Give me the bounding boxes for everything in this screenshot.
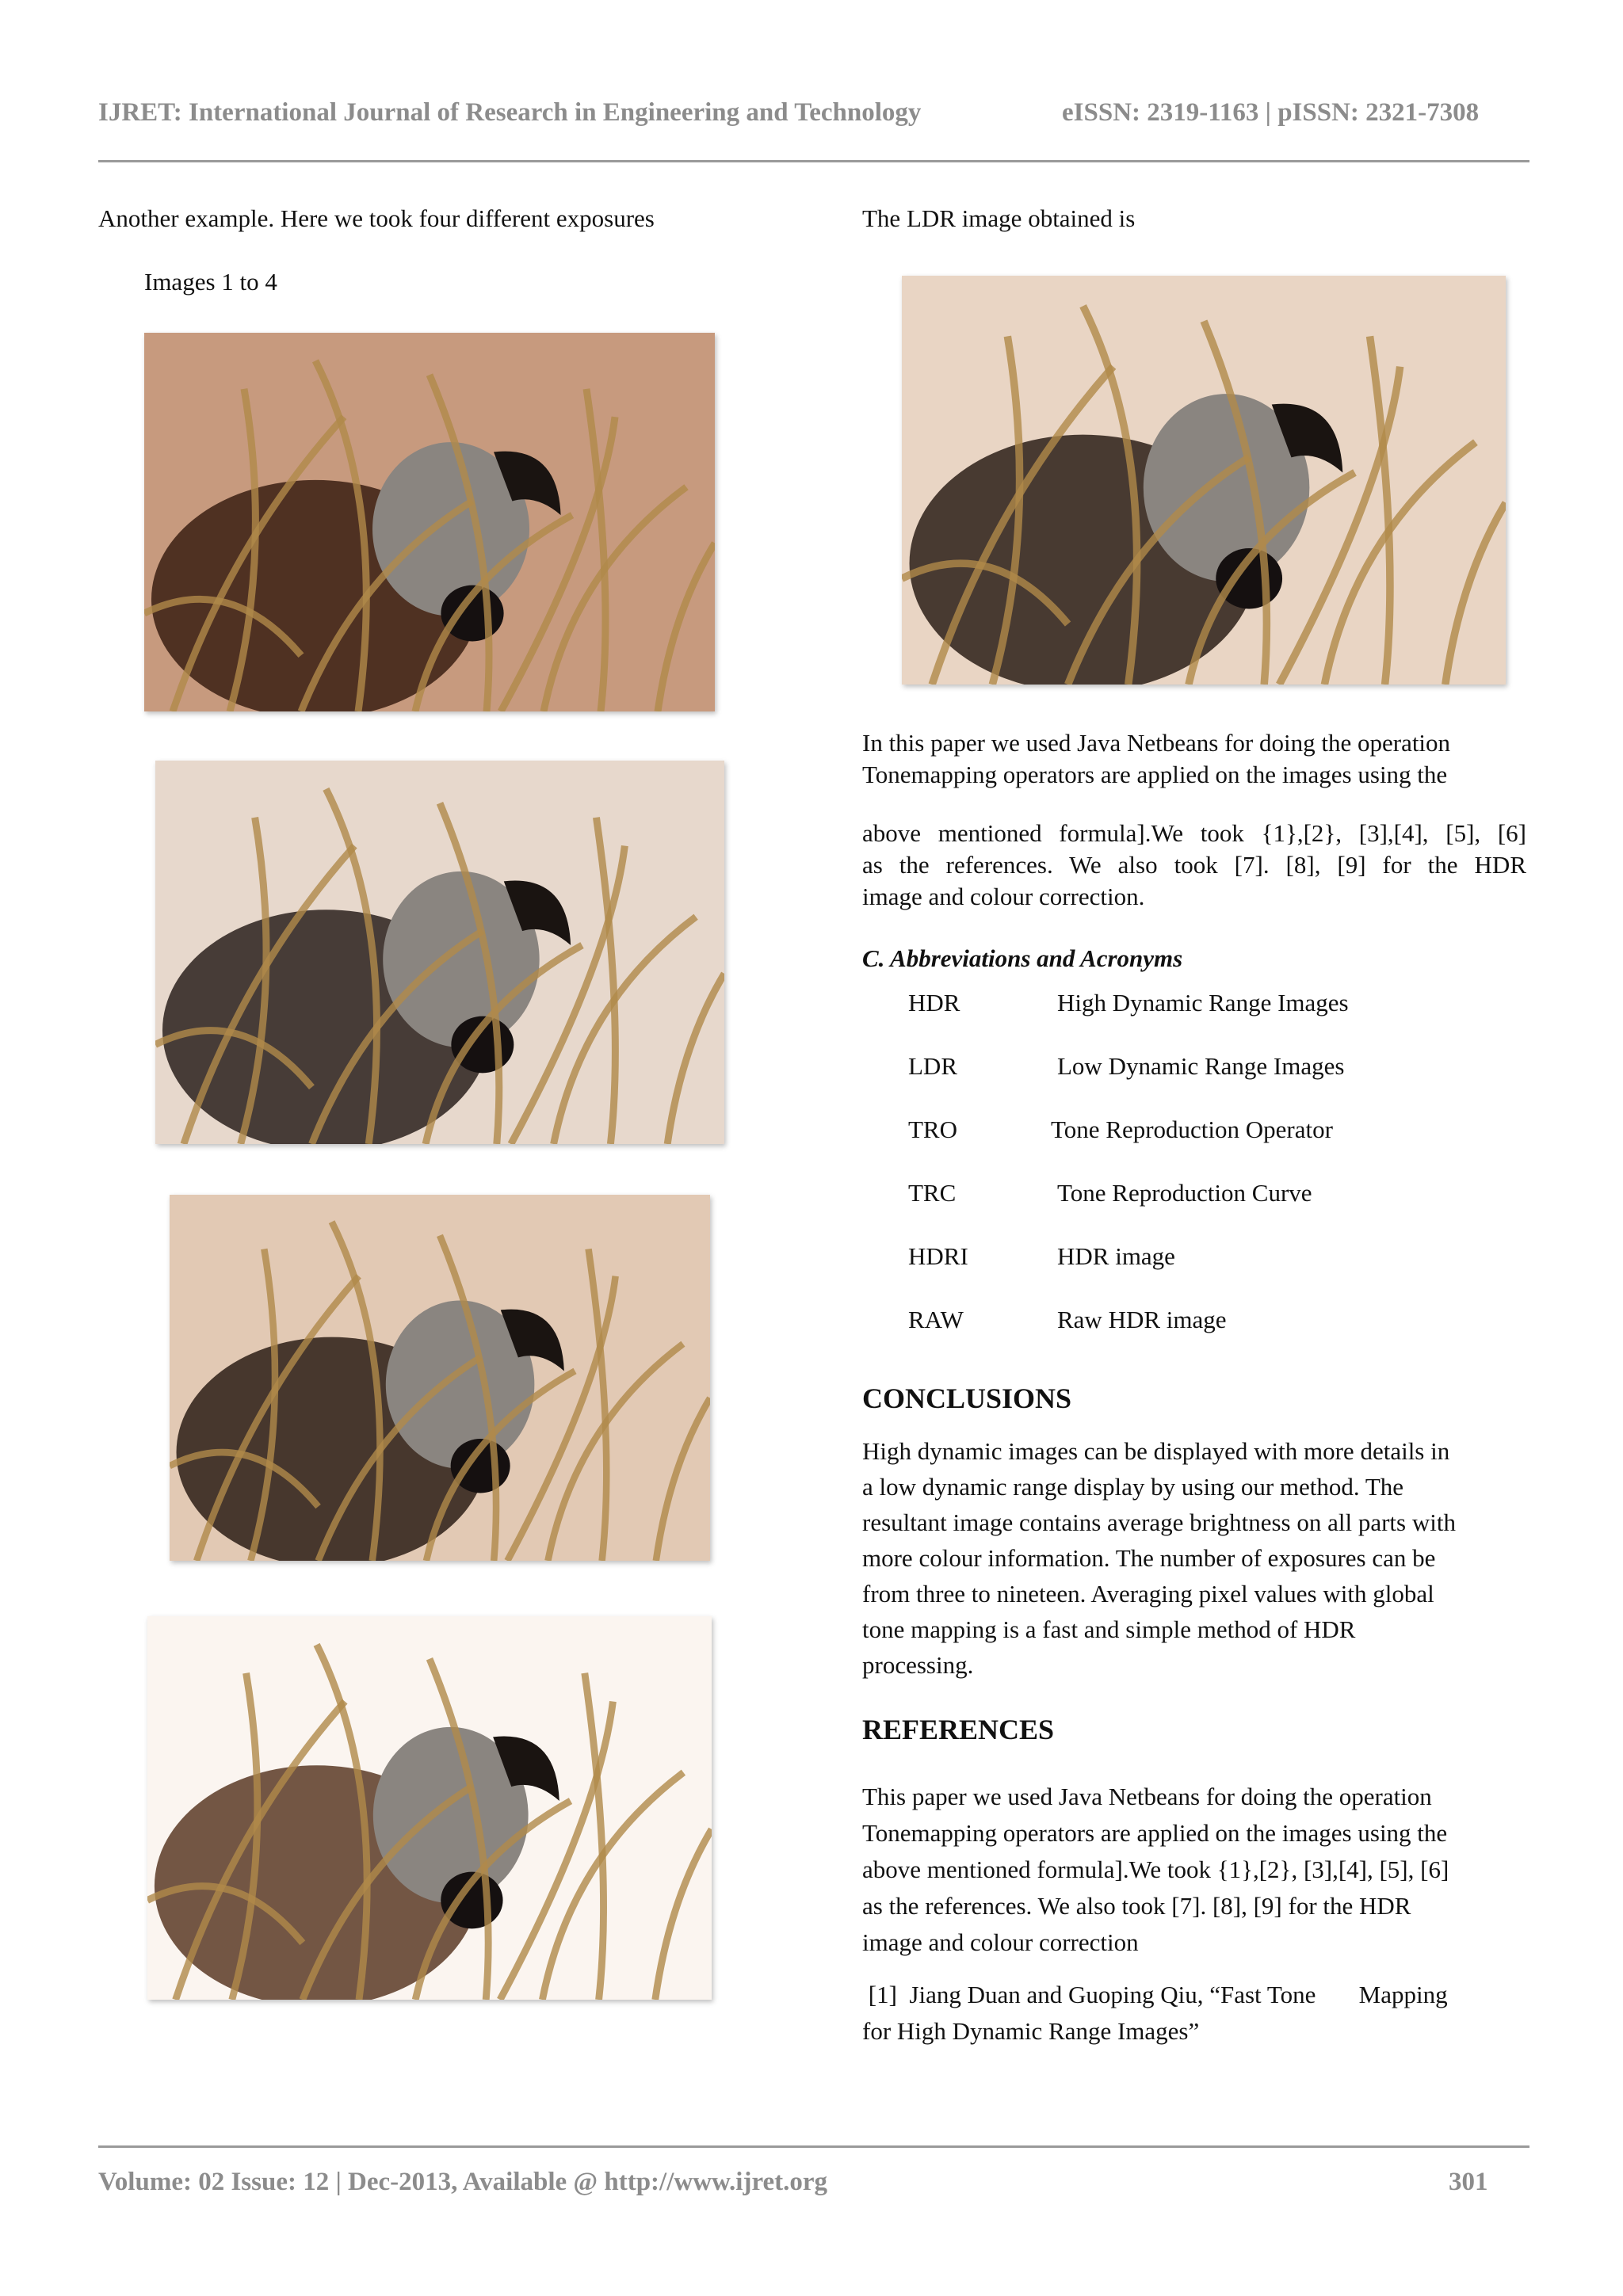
references-line-5: image and colour correction xyxy=(862,1928,1139,1956)
abbr-definition: Tone Reproduction Operator xyxy=(1051,1116,1333,1143)
photo-ldr-result xyxy=(902,276,1506,685)
reference-1-line-2: for High Dynamic Range Images” xyxy=(862,2017,1200,2045)
ldr-caption: The LDR image obtained is xyxy=(862,204,1136,232)
para2-line-3: image and colour correction. xyxy=(862,883,1145,910)
conclusions-line-2: a low dynamic range display by using our method. The xyxy=(862,1473,1404,1501)
references-line-1: This paper we used Java Netbeans for doing the operation xyxy=(862,1783,1432,1810)
journal-title: IJRET: International Journal of Research in Engineering and Technology xyxy=(98,98,922,127)
abbr-term: LDR xyxy=(908,1052,957,1080)
page-number: 301 xyxy=(1449,2168,1488,2196)
references-line-4: as the references. We also took [7]. [8], [9] for the HDR xyxy=(862,1892,1411,1920)
para1-line-1: In this paper we used Java Netbeans for doing the operation xyxy=(862,729,1451,757)
para2-line-2: as the references. We also took [7]. [8], [9] for the HDR xyxy=(862,851,1526,879)
conclusions-line-1: High dynamic images can be displayed with more details in xyxy=(862,1437,1450,1465)
intro-text: Another example. Here we took four different exposures xyxy=(98,204,655,232)
header-rule xyxy=(98,160,1529,162)
conclusions-line-7: processing. xyxy=(862,1651,974,1679)
conclusions-line-5: from three to nineteen. Averaging pixel values with global xyxy=(862,1580,1434,1608)
abbr-term: RAW xyxy=(908,1306,964,1333)
abbr-definition: Raw HDR image xyxy=(1057,1306,1227,1333)
dog-photo-illustration xyxy=(155,761,724,1144)
abbr-term: HDR xyxy=(908,989,960,1016)
conclusions-line-4: more colour information. The number of exposures can be xyxy=(862,1544,1436,1572)
abbreviations-heading: C. Abbreviations and Acronyms xyxy=(862,944,1183,972)
abbr-term: TRO xyxy=(908,1116,957,1143)
abbr-definition: High Dynamic Range Images xyxy=(1057,989,1349,1016)
abbr-term: TRC xyxy=(908,1179,957,1207)
abbr-definition: Low Dynamic Range Images xyxy=(1057,1052,1345,1080)
photo-exposure-4 xyxy=(147,1616,712,2000)
references-line-3: above mentioned formula].We took {1},[2}, [3],[4], [5], [6] xyxy=(862,1855,1449,1883)
photo-exposure-1 xyxy=(144,333,715,711)
photo-exposure-2 xyxy=(155,761,724,1144)
abbr-definition: HDR image xyxy=(1057,1242,1175,1270)
conclusions-line-6: tone mapping is a fast and simple method of HDR xyxy=(862,1615,1356,1643)
conclusions-heading: CONCLUSIONS xyxy=(862,1383,1072,1414)
dog-photo-illustration xyxy=(147,1616,712,2000)
footer-rule xyxy=(98,2145,1529,2148)
reference-1-line-1: [1] Jiang Duan and Guoping Qiu, “Fast Tone Mapping xyxy=(862,1981,1448,2008)
abbr-term: HDRI xyxy=(908,1242,968,1270)
para1-line-2: Tonemapping operators are applied on the images using the xyxy=(862,761,1448,788)
abbr-definition: Tone Reproduction Curve xyxy=(1057,1179,1312,1207)
footer-volume: Volume: 02 Issue: 12 | Dec-2013, Available @ http://www.ijret.org xyxy=(98,2168,828,2196)
references-heading: REFERENCES xyxy=(862,1714,1055,1745)
references-line-2: Tonemapping operators are applied on the images using the xyxy=(862,1819,1448,1847)
dog-photo-illustration xyxy=(902,276,1506,685)
para2-line-1: above mentioned formula].We took {1},[2}, [3],[4], [5], [6] xyxy=(862,819,1526,847)
issn-info: eISSN: 2319-1163 | pISSN: 2321-7308 xyxy=(1062,98,1480,127)
conclusions-line-3: resultant image contains average brightness on all parts with xyxy=(862,1508,1456,1536)
photo-exposure-3 xyxy=(170,1195,710,1561)
dog-photo-illustration xyxy=(144,333,715,711)
dog-photo-illustration xyxy=(170,1195,710,1561)
images-caption: Images 1 to 4 xyxy=(144,268,277,296)
